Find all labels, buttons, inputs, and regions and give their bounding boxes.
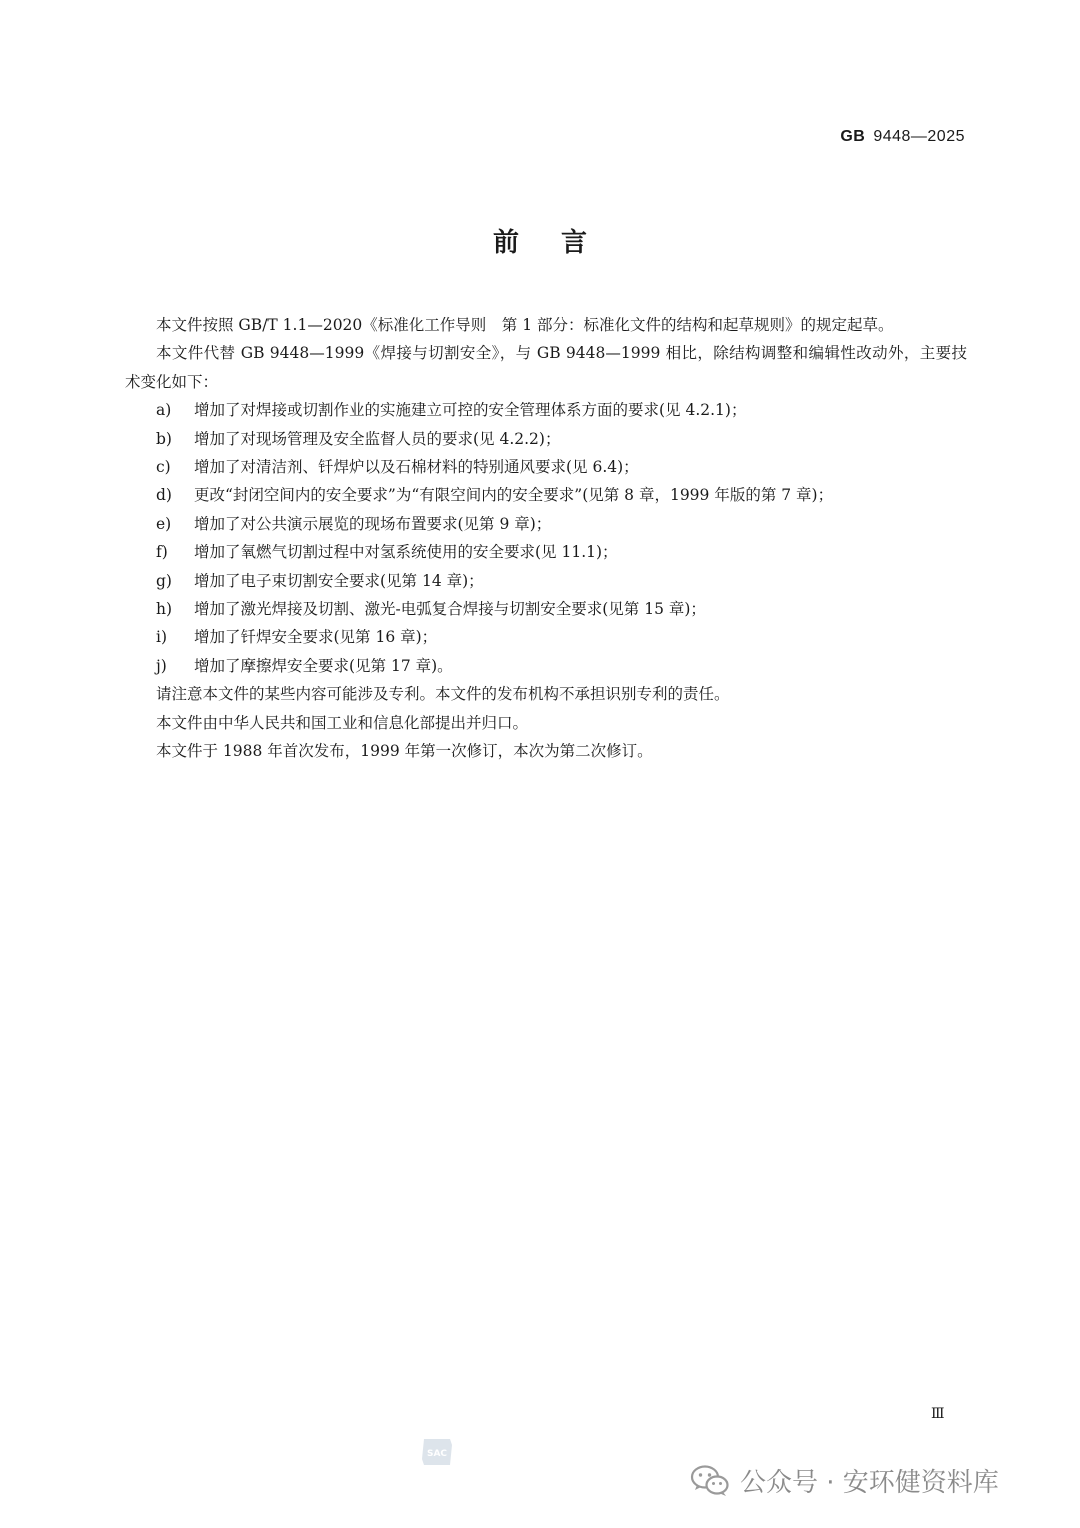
brand-text: 公众号 · 安环健资料库 — [740, 1468, 999, 1498]
paragraph-proposer: 本文件由中华人民共和国工业和信息化部提出并归口。 — [156, 713, 529, 732]
list-item-text: 增加了电子束切割安全要求(见第 14 章)； — [194, 571, 484, 590]
list-item-mark: b) — [156, 429, 172, 448]
list-item — [125, 481, 967, 509]
list-item — [125, 538, 967, 566]
document-code — [840, 128, 965, 146]
list-item-mark: j) — [156, 656, 167, 675]
paragraph-replacement: 本文件代替 GB 9448—1999《焊接与切割安全》，与 GB 9448—1999 相比，除结构调整和编辑性改动外，主要技术变化如下： — [125, 344, 967, 391]
list-item-mark: d) — [156, 486, 172, 505]
list-item-text: 增加了对公共演示展览的现场布置要求(见第 9 章)； — [194, 514, 552, 533]
list-item — [125, 453, 967, 481]
list-item-text: 增加了对清洁剂、钎焊炉以及石棉材料的特别通风要求(见 6.4)； — [194, 458, 639, 477]
sac-logo-icon — [420, 1437, 454, 1467]
list-item-text: 增加了对焊接或切割作业的实施建立可控的安全管理体系方面的要求(见 4.2.1)； — [194, 401, 747, 420]
list-item-mark: e) — [156, 514, 172, 533]
list-item — [125, 396, 967, 424]
paragraph-drafting-basis: 本文件按照 GB/T 1.1—2020《标准化工作导则 第 1 部分：标准化文件的结构和起草规则》的规定起草。 — [156, 316, 894, 334]
list-item — [125, 595, 967, 623]
wechat-icon — [690, 1464, 730, 1498]
paragraph-history: 本文件于 1988 年首次发布，1999 年第一次修订，本次为第二次修订。 — [156, 742, 653, 761]
page-title: 前言 — [492, 228, 629, 258]
list-item-text: 增加了钎焊安全要求(见第 16 章)； — [194, 628, 438, 647]
list-item-text: 增加了摩擦焊安全要求(见第 17 章)。 — [194, 656, 453, 675]
list-item — [125, 623, 967, 651]
code-prefix: GB — [840, 128, 866, 145]
list-item-mark: a) — [156, 401, 172, 420]
list-item-mark: c) — [156, 458, 171, 477]
list-item — [125, 652, 967, 680]
page-number: Ⅲ — [931, 1406, 945, 1422]
list-item-text: 增加了氧燃气切割过程中对氢系统使用的安全要求(见 11.1)； — [194, 543, 618, 562]
wechat-watermark — [690, 1462, 999, 1499]
list-item-mark: i) — [156, 628, 168, 647]
list-item — [125, 567, 967, 595]
list-item-text: 增加了对现场管理及安全监督人员的要求(见 4.2.2)； — [194, 429, 561, 448]
list-item — [125, 425, 967, 453]
list-item-mark: f) — [156, 543, 168, 562]
sac-logo-text: SAC — [426, 1449, 448, 1459]
list-item-mark: h) — [156, 600, 173, 619]
document-body — [125, 311, 967, 766]
list-item-mark: g) — [156, 571, 172, 590]
list-item-text: 更改“封闭空间内的安全要求”为“有限空间内的安全要求”(见第 8 章，1999 年版的第 7 章)； — [194, 486, 834, 505]
list-item-text: 增加了激光焊接及切割、激光-电弧复合焊接与切割安全要求(见第 15 章)； — [194, 600, 706, 619]
code-number: 9448—2025 — [873, 128, 965, 145]
list-item — [125, 510, 967, 538]
paragraph-patent-notice: 请注意本文件的某些内容可能涉及专利。本文件的发布机构不承担识别专利的责任。 — [156, 685, 730, 704]
